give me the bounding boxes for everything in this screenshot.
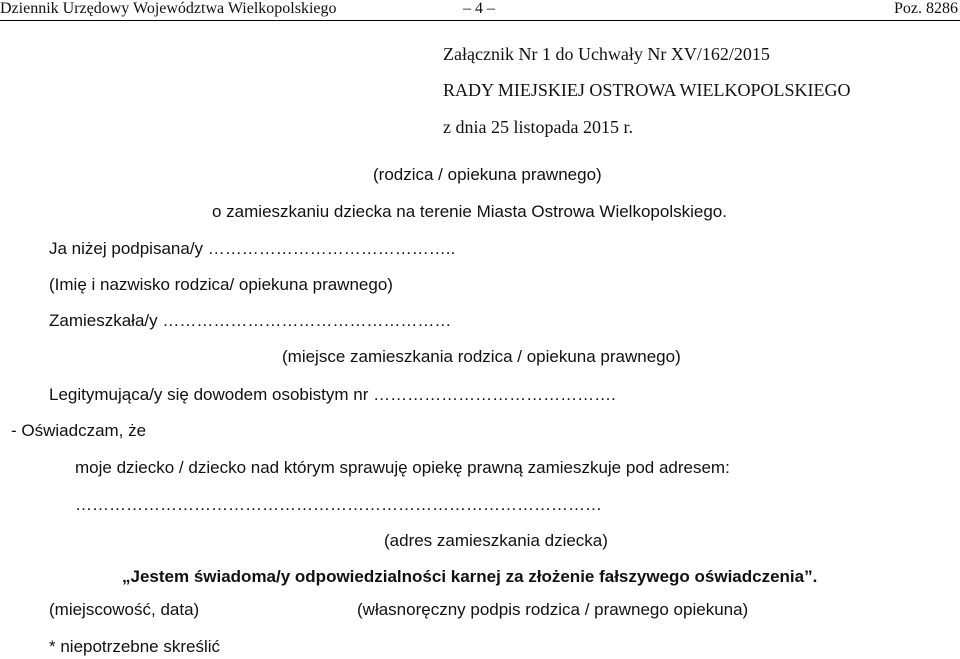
residence-title: o zamieszkaniu dziecka na terenie Miasta Ostrowa Wielkopolskiego. bbox=[212, 202, 727, 221]
child-address-line: moje dziecko / dziecko nad którym sprawuję opiekę prawną zamieszkuje pod adresem: bbox=[75, 458, 730, 477]
address-field: ………………………………………………………………………………… bbox=[75, 495, 602, 514]
declaration-start: - Oświadczam, że bbox=[11, 421, 147, 440]
annex-line-2: RADY MIEJSKIEJ OSTROWA WIELKOPOLSKIEGO bbox=[443, 80, 851, 100]
footnote: * niepotrzebne skreślić bbox=[49, 637, 221, 656]
undersigned-field: Ja niżej podpisana/y …………………………………….. bbox=[49, 239, 456, 258]
position-number: Poz. 8286 bbox=[894, 0, 958, 17]
parent-hint: (rodzica / opiekuna prawnego) bbox=[373, 165, 602, 184]
id-field: Legitymująca/y się dowodem osobistym nr ……………………………………. bbox=[49, 385, 616, 404]
journal-title: Dziennik Urzędowy Województwa Wielkopolskiego bbox=[0, 0, 337, 17]
place-hint: (miejsce zamieszkania rodzica / opiekuna prawnego) bbox=[282, 347, 681, 366]
resident-field: Zamieszkała/y …………………………………………… bbox=[49, 311, 452, 330]
name-hint: (Imię i nazwisko rodzica/ opiekuna prawnego) bbox=[49, 275, 393, 294]
page-number: – 4 – bbox=[463, 0, 495, 17]
address-hint: (adres zamieszkania dziecka) bbox=[384, 531, 608, 550]
liability-statement: „Jestem świadoma/y odpowiedzialności karnej za złożenie fałszywego oświadczenia”. bbox=[122, 567, 818, 586]
annex-date: z dnia 25 listopada 2015 r. bbox=[443, 117, 633, 137]
signature-label: (własnoręczny podpis rodzica / prawnego opiekuna) bbox=[357, 600, 749, 619]
header-divider bbox=[0, 20, 960, 21]
page-header bbox=[0, 0, 960, 18]
annex-line-1: Załącznik Nr 1 do Uchwały Nr XV/162/2015 bbox=[443, 44, 770, 64]
place-date-label: (miejscowość, data) bbox=[49, 600, 200, 619]
